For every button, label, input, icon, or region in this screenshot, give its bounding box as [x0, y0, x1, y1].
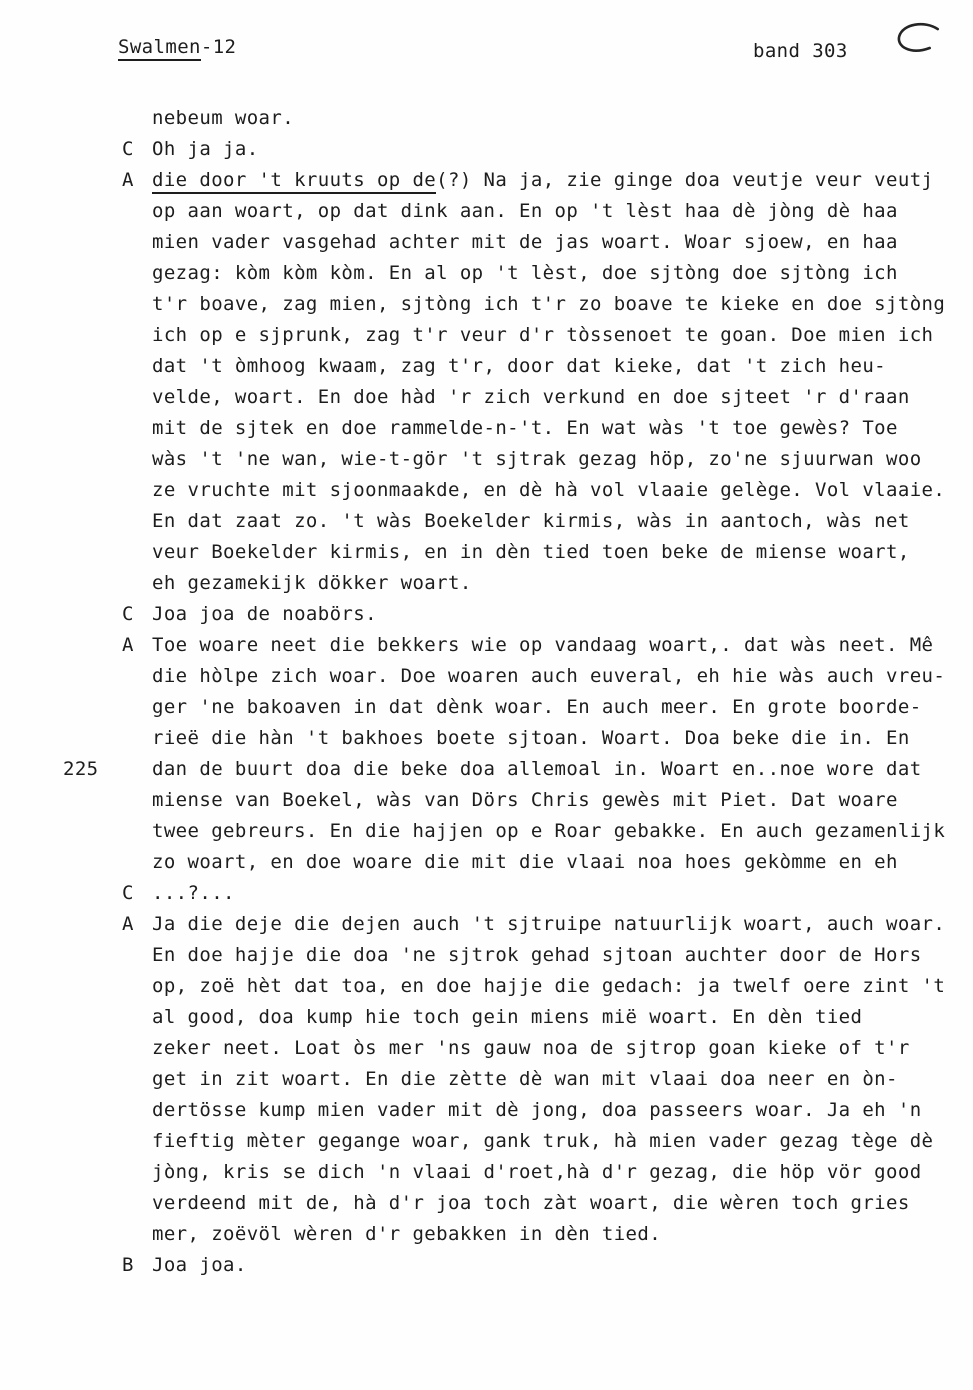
line-text: jòng, kris se dich 'n vlaai d'roet,hà d'r gezag, die höp vör good — [152, 1161, 922, 1183]
line-text: wàs 't 'ne wan, wie-t-gör 't sjtrak gezag höp, zo'ne sjuurwan woo — [152, 448, 922, 470]
speaker-label — [122, 940, 152, 971]
speaker-label — [122, 382, 152, 413]
speaker-label: A — [122, 169, 134, 191]
speaker-label — [122, 103, 152, 134]
speaker-label — [122, 1188, 152, 1219]
line-text: mer, zoëvöl wèren d'r gebakken in dèn tied. — [152, 1223, 662, 1245]
transcript-line — [60, 1157, 973, 1188]
line-text: ich op e sjprunk, zag t'r veur d'r tòssenoet te goan. Doe mien ich — [152, 324, 934, 346]
transcript-line — [60, 1095, 973, 1126]
line-number — [60, 1095, 122, 1126]
transcript-line — [60, 847, 973, 878]
transcript-line — [60, 909, 973, 940]
line-text: eh gezamekijk dökker woart. — [152, 572, 472, 594]
line-text: En doe hajje die doa 'ne sjtrok gehad sjtoan auchter door de Hors — [152, 944, 922, 966]
line-number — [60, 227, 122, 258]
line-number — [60, 1188, 122, 1219]
line-number — [60, 1033, 122, 1064]
transcript-line — [60, 878, 973, 909]
speaker-label — [122, 785, 152, 816]
speaker-label — [122, 816, 152, 847]
transcript-line — [60, 351, 973, 382]
speaker-label: C — [122, 603, 134, 625]
line-text: gezag: kòm kòm kòm. En al op 't lèst, doe sjtòng doe sjtòng ich — [152, 262, 898, 284]
line-text: Toe woare neet die bekkers wie op vandaag woart,. dat wàs neet. Mê — [152, 634, 934, 656]
line-text: miense van Boekel, wàs van Dörs Chris gewès mit Piet. Dat woare — [152, 789, 898, 811]
line-text: ze vruchte mit sjoonmaakde, en dè hà vol vlaaie gelège. Vol vlaaie. — [152, 479, 946, 501]
line-number — [60, 258, 122, 289]
line-text: die hòlpe zich woar. Doe woaren auch euveral, eh hie wàs auch vreu- — [152, 665, 946, 687]
line-number — [60, 351, 122, 382]
transcript-line — [60, 568, 973, 599]
line-number — [60, 1064, 122, 1095]
speaker-label — [122, 1002, 152, 1033]
transcript-line — [60, 320, 973, 351]
line-number — [60, 475, 122, 506]
transcript-line — [60, 196, 973, 227]
line-number — [60, 971, 122, 1002]
speaker-label: B — [122, 1254, 134, 1276]
line-number — [60, 661, 122, 692]
line-number — [60, 537, 122, 568]
transcript-line — [60, 1188, 973, 1219]
line-text: velde, woart. En doe hàd 'r zich verkund en doe sjteet 'r d'raan — [152, 386, 910, 408]
line-number — [60, 382, 122, 413]
transcript-body — [60, 103, 973, 1281]
line-number — [60, 940, 122, 971]
speaker-label: C — [122, 882, 134, 904]
line-number — [60, 413, 122, 444]
transcript-line — [60, 661, 973, 692]
line-number — [60, 134, 122, 165]
transcript-line — [60, 413, 973, 444]
transcript-line — [60, 1064, 973, 1095]
transcript-line — [60, 165, 973, 196]
line-text: fieftig mèter gegange woar, gank truk, hà mien vader gezag tège dè — [152, 1130, 934, 1152]
speaker-label — [122, 692, 152, 723]
line-text: Joa joa de noabörs. — [152, 603, 377, 625]
line-text: Joa joa. — [152, 1254, 247, 1276]
line-text: dat 't òmhoog kwaam, zag t'r, door dat kieke, dat 't zich heu- — [152, 355, 887, 377]
line-text: op aan woart, op dat dink aan. En op 't lèst haa dè jòng dè haa — [152, 200, 898, 222]
line-text: nebeum woar. — [152, 107, 295, 129]
transcript-line — [60, 1250, 973, 1281]
speaker-label — [122, 444, 152, 475]
line-number — [60, 1250, 122, 1281]
line-number — [60, 568, 122, 599]
speaker-label — [122, 258, 152, 289]
speaker-label — [122, 1095, 152, 1126]
line-text: rieë die hàn 't bakhoes boete sjtoan. Woart. Doa beke die in. En — [152, 727, 910, 749]
transcript-line — [60, 692, 973, 723]
line-number — [60, 692, 122, 723]
line-text: zo woart, en doe woare die mit die vlaai noa hoes gekòmme en eh — [152, 851, 898, 873]
transcript-line — [60, 630, 973, 661]
speaker-label — [122, 320, 152, 351]
line-text: dertösse kump mien vader mit dè jong, doa passeers woar. Ja eh 'n — [152, 1099, 922, 1121]
line-number — [60, 1126, 122, 1157]
speaker-label — [122, 227, 152, 258]
transcript-line — [60, 103, 973, 134]
line-number — [60, 1157, 122, 1188]
band-label: band 303 — [753, 40, 848, 62]
line-text: op, zoë hèt dat toa, en doe hajje die gedach: ja twelf oere zint 't — [152, 975, 946, 997]
speaker-label — [122, 847, 152, 878]
page-title-underlined: Swalmen — [118, 36, 201, 61]
speaker-label — [122, 568, 152, 599]
speaker-label — [122, 506, 152, 537]
transcript-line — [60, 816, 973, 847]
line-number — [60, 1002, 122, 1033]
transcript-line — [60, 134, 973, 165]
line-number — [60, 723, 122, 754]
speaker-label: A — [122, 913, 134, 935]
transcript-line — [60, 227, 973, 258]
line-text: ...?... — [152, 882, 235, 904]
speaker-label — [122, 1033, 152, 1064]
line-number — [60, 444, 122, 475]
line-number — [60, 630, 122, 661]
line-text: veur Boekelder kirmis, en in dèn tied toen beke de miense woart, — [152, 541, 910, 563]
transcript-line — [60, 940, 973, 971]
line-text: En dat zaat zo. 't wàs Boekelder kirmis, wàs in aantoch, wàs net — [152, 510, 910, 532]
speaker-label — [122, 475, 152, 506]
line-number: 225 — [63, 758, 99, 780]
line-text: twee gebreurs. En die hajjen op e Roar gebakke. En auch gezamenlijk — [152, 820, 946, 842]
speaker-label — [122, 754, 152, 785]
speaker-label — [122, 1219, 152, 1250]
line-number — [60, 165, 122, 196]
transcript-line — [60, 444, 973, 475]
line-text: ger 'ne bakoaven in dat dènk woar. En auch meer. En grote boorde- — [152, 696, 922, 718]
transcript-line — [60, 754, 973, 785]
page-title — [118, 36, 236, 58]
line-text: t'r boave, zag mien, sjtòng ich t'r zo boave te kieke en doe sjtòng — [152, 293, 946, 315]
speaker-label: C — [122, 138, 134, 160]
transcript-line — [60, 258, 973, 289]
line-text: Oh ja ja. — [152, 138, 259, 160]
transcript-line — [60, 382, 973, 413]
page-title-rest: -12 — [200, 36, 237, 58]
speaker-label: A — [122, 634, 134, 656]
line-text: Ja die deje die dejen auch 't sjtruipe natuurlijk woart, auch woar. — [152, 913, 946, 935]
line-number — [60, 103, 122, 134]
line-number — [60, 320, 122, 351]
line-number — [60, 878, 122, 909]
underlined-phrase: die door 't kruuts op de — [152, 169, 436, 194]
line-number — [60, 816, 122, 847]
transcript-line — [60, 1033, 973, 1064]
speaker-label — [122, 351, 152, 382]
transcript-line — [60, 1126, 973, 1157]
transcript-line — [60, 599, 973, 630]
speaker-label — [122, 196, 152, 227]
transcript-line — [60, 1219, 973, 1250]
line-text: al good, doa kump hie toch gein miens mië woart. En dèn tied — [152, 1006, 863, 1028]
transcript-line — [60, 289, 973, 320]
line-number — [60, 909, 122, 940]
transcript-line — [60, 971, 973, 1002]
line-number — [60, 196, 122, 227]
transcript-line — [60, 537, 973, 568]
line-number — [60, 847, 122, 878]
speaker-label — [122, 723, 152, 754]
speaker-label — [122, 1126, 152, 1157]
line-text: dan de buurt doa die beke doa allemoal in. Woart en..noe wore dat — [152, 758, 922, 780]
speaker-label — [122, 1064, 152, 1095]
line-text: mien vader vasgehad achter mit de jas woart. Woar sjoew, en haa — [152, 231, 898, 253]
line-number — [60, 1219, 122, 1250]
line-text: verdeend mit de, hà d'r joa toch zàt woart, die wèren toch gries — [152, 1192, 910, 1214]
line-number — [60, 506, 122, 537]
transcript-line — [60, 506, 973, 537]
speaker-label — [122, 413, 152, 444]
line-number — [60, 785, 122, 816]
line-number — [60, 289, 122, 320]
transcript-line — [60, 1002, 973, 1033]
transcript-line — [60, 723, 973, 754]
line-text: mit de sjtek en doe rammelde-n-'t. En wat wàs 't toe gewès? Toe — [152, 417, 898, 439]
line-text: zeker neet. Loat òs mer 'ns gauw noa de sjtrop goan kieke of t'r — [152, 1037, 910, 1059]
transcript-line — [60, 785, 973, 816]
speaker-label — [122, 1157, 152, 1188]
handwritten-mark-c-icon — [891, 17, 949, 66]
line-number — [60, 599, 122, 630]
speaker-label — [122, 289, 152, 320]
line-text: get in zit woart. En die zètte dè wan mit vlaai doa neer en òn- — [152, 1068, 898, 1090]
transcript-line — [60, 475, 973, 506]
speaker-label — [122, 661, 152, 692]
speaker-label — [122, 971, 152, 1002]
speaker-label — [122, 537, 152, 568]
line-text: die door 't kruuts op de(?) Na ja, zie ginge doa veutje veur veutj — [152, 165, 973, 196]
